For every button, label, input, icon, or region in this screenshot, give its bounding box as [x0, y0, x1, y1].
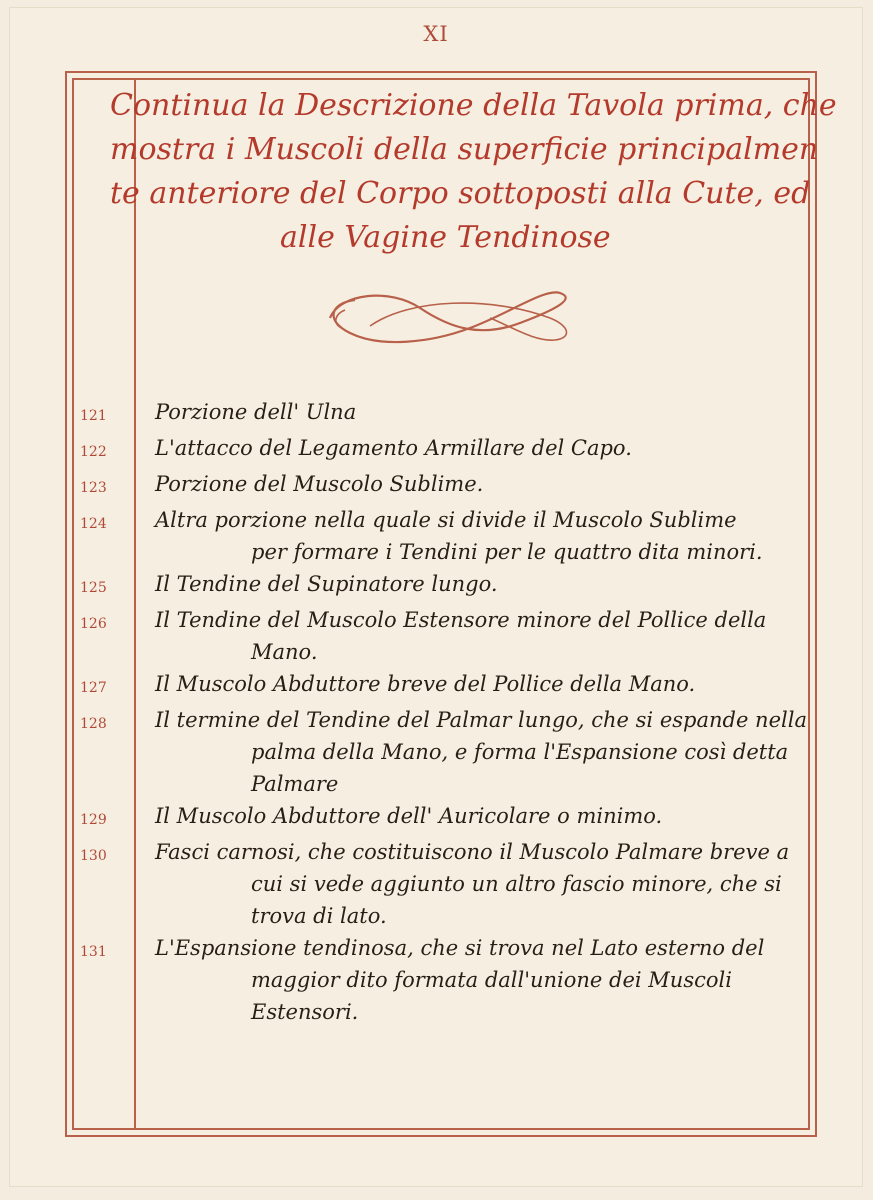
entry-line: Il Tendine del Muscolo Estensore minore del Pollice della: [155, 608, 767, 632]
entry-text: [155, 504, 862, 568]
entry-number: 124: [80, 516, 107, 532]
heading-line: te anteriore del Corpo sottoposti alla Cute, ed: [110, 176, 811, 211]
entry-line: Altra porzione nella quale si divide il Muscolo Sublime: [155, 508, 737, 532]
entry-number: 128: [80, 716, 107, 732]
entry-number: 125: [80, 580, 107, 596]
entry-number: 127: [80, 680, 107, 696]
entry-line: L'Espansione tendinosa, che si trova nel Lato esterno del: [155, 936, 765, 960]
entry-line: Palmare: [251, 772, 339, 796]
list-item: [10, 504, 862, 568]
list-item: [10, 668, 862, 704]
entry-text: [155, 668, 862, 700]
list-item: [10, 468, 862, 504]
entry-text: [155, 604, 862, 668]
entry-text: [155, 432, 862, 464]
entry-text: [155, 800, 862, 832]
entry-line: trova di lato.: [251, 904, 387, 928]
entry-line: Fasci carnosi, che costituiscono il Muscolo Palmare breve a: [155, 840, 790, 864]
list-item: [10, 604, 862, 668]
calligraphic-flourish-icon: [310, 278, 590, 358]
page-number: XI: [423, 22, 449, 46]
heading-line: alle Vagine Tendinose: [280, 220, 611, 255]
list-item: [10, 568, 862, 604]
entry-line: Porzione del Muscolo Sublime.: [155, 472, 484, 496]
entry-number: 123: [80, 480, 107, 496]
entry-line: Il termine del Tendine del Palmar lungo, che si espande nella: [155, 708, 807, 732]
entry-number: 131: [80, 944, 107, 960]
entry-line: Estensori.: [251, 1000, 359, 1024]
entry-number: 129: [80, 812, 107, 828]
heading-line: mostra i Muscoli della superficie principalmen: [110, 132, 819, 167]
entry-line: Il Muscolo Abduttore breve del Pollice della Mano.: [155, 672, 696, 696]
entry-line: Il Tendine del Supinatore lungo.: [155, 572, 498, 596]
heading-line: Continua la Descrizione della Tavola prima, che: [110, 88, 837, 123]
list-item: [10, 432, 862, 468]
entry-line: L'attacco del Legamento Armillare del Capo.: [155, 436, 632, 460]
entry-line: maggior dito formata dall'unione dei Muscoli: [251, 968, 732, 992]
entry-text: [155, 932, 862, 1028]
list-item: [10, 932, 862, 1028]
list-item: [10, 800, 862, 836]
entry-text: [155, 836, 862, 932]
entry-number: 130: [80, 848, 107, 864]
entry-text: [155, 704, 862, 800]
list-item: [10, 836, 862, 932]
list-item: [10, 704, 862, 800]
entry-line: per formare i Tendini per le quattro dita minori.: [251, 540, 763, 564]
entry-line: palma della Mano, e forma l'Espansione così detta: [251, 740, 789, 764]
manuscript-page: [10, 8, 862, 1186]
entry-number: 126: [80, 616, 107, 632]
entry-number: 122: [80, 444, 107, 460]
entry-line: cui si vede aggiunto un altro fascio minore, che si: [251, 872, 782, 896]
list-item: [10, 396, 862, 432]
entry-number: 121: [80, 408, 107, 424]
page-heading: [110, 84, 837, 260]
entry-text: [155, 568, 862, 600]
entry-line: Il Muscolo Abduttore dell' Auricolare o minimo.: [155, 804, 663, 828]
entries-list: [10, 396, 862, 1028]
entry-text: [155, 396, 862, 428]
entry-text: [155, 468, 862, 500]
entry-line: Mano.: [251, 640, 318, 664]
entry-line: Porzione dell' Ulna: [155, 400, 357, 424]
